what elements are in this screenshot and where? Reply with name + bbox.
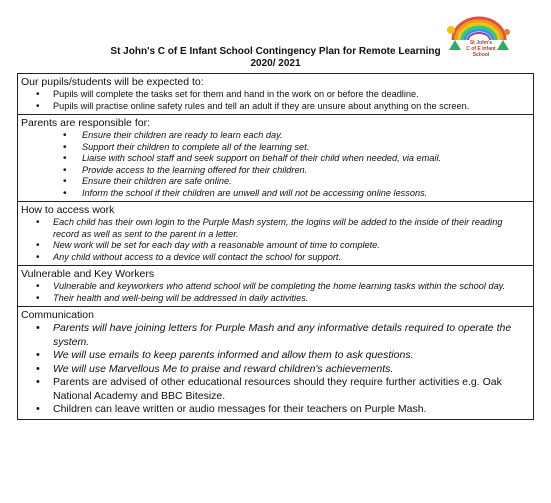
vulnerable-section (18, 266, 533, 307)
list-item: • Inform the school if their children are unwell and will not be accessing online lessons. (18, 188, 533, 200)
logo-line-1: St John's (469, 40, 493, 46)
logo-line-2: C of E Infant School (466, 46, 496, 58)
list-item: • Their health and well-being will be addressed in daily activities. (18, 293, 533, 305)
list-item: • We will use emails to keep parents informed and allow them to ask questions. (18, 349, 533, 363)
list-item: • Pupils will complete the tasks set for them and hand in the work on or before the deadline. (18, 89, 533, 101)
list-item: • Children can leave written or audio messages for their teachers on Purple Mash. (18, 403, 533, 417)
communication-heading: Communication (21, 309, 94, 321)
communication-list (18, 322, 533, 417)
list-item: • Liaise with school staff and seek support on behalf of their child when needed, via email. (18, 153, 533, 165)
document-title: St John's C of E Infant School Contingency Plan for Remote Learning (110, 46, 441, 57)
communication-section (18, 307, 533, 419)
document-header (0, 46, 551, 70)
parents-section (18, 115, 533, 202)
list-item: • Provide access to the learning offered for their children. (18, 165, 533, 177)
list-item: • New work will be set for each day with a reasonable amount of time to complete. (18, 240, 533, 252)
access-section (18, 202, 533, 266)
list-item: • Parents are advised of other educational resources should they require further activities e.g. Oak National Academy and BBC Bitesize. (18, 376, 533, 403)
parents-list (18, 130, 533, 199)
parents-heading: Parents are responsible for: (21, 117, 150, 129)
list-item: • Support their children to complete all of the learning set. (18, 142, 533, 154)
list-item: • Parents will have joining letters for Purple Mash and any informative details required to operate the system. (18, 322, 533, 349)
contingency-plan-table (17, 73, 534, 420)
document-year: 2020/ 2021 (250, 58, 301, 69)
vulnerable-heading: Vulnerable and Key Workers (21, 268, 155, 280)
list-item: • Any child without access to a device will contact the school for support. (18, 252, 533, 264)
access-list (18, 217, 533, 263)
list-item: • Vulnerable and keyworkers who attend school will be completing the home learning tasks within the school day. (18, 281, 533, 293)
vulnerable-list (18, 281, 533, 304)
pupils-heading: Our pupils/students will be expected to: (21, 76, 204, 88)
list-item: • Ensure their children are ready to learn each day. (18, 130, 533, 142)
access-heading: How to access work (21, 204, 115, 216)
list-item: • Pupils will practise online safety rules and tell an adult if they are unsure about anything on the screen. (18, 101, 533, 113)
list-item: • We will use Marvellous Me to praise and reward children's achievements. (18, 363, 533, 377)
pupils-list (18, 89, 533, 112)
list-item: • Ensure their children are safe online. (18, 176, 533, 188)
list-item: • Each child has their own login to the Purple Mash system, the logins will be added to the inside of their reading record as well as sent to the parent in a letter. (18, 217, 533, 240)
pupils-section (18, 74, 533, 115)
